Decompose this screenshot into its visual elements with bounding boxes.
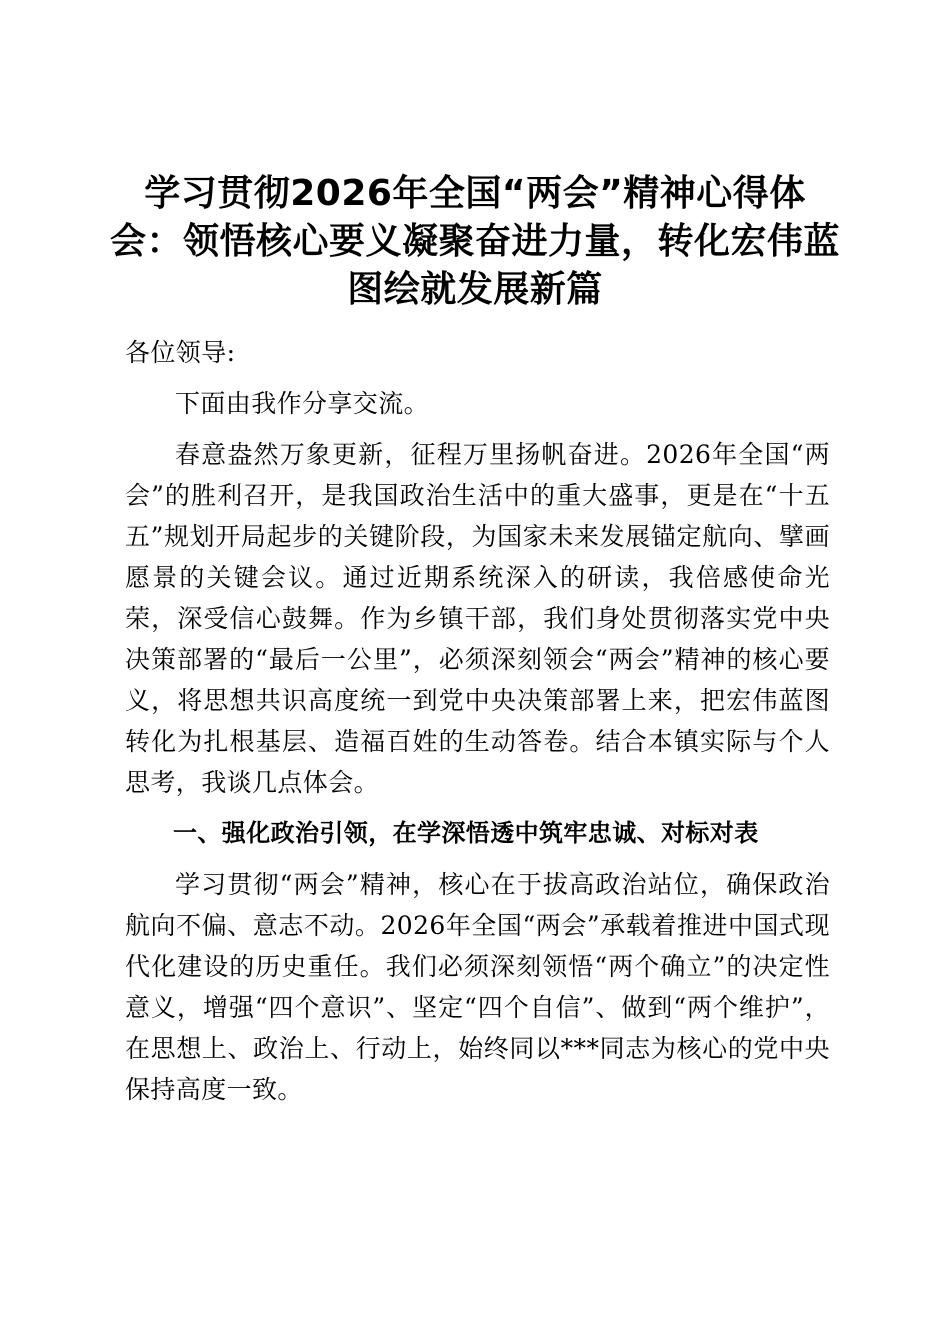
section-paragraph: 学习贯彻“两会”精神，核心在于拔高政治站位，确保政治航向不偏、意志不动。2026年全国“两会”承载着推进中国式现代化建设的历史重任。我们必须深刻领悟“两个确立”的决定性意义，增强“四个意识”、坚定“四个自信”、做到“两个维护”，在思想上、政治上、行动上，始终同以***同志为核心的党中央保持高度一致。 xyxy=(125,870,830,1104)
document-body xyxy=(125,332,830,1120)
section-heading: 一、强化政治引领，在学深悟透中筑牢忠诚、对标对表 xyxy=(173,819,759,847)
document-title: 学习贯彻2026年全国“两会”精神心得体会：领悟核心要义凝聚奋进力量，转化宏伟蓝图绘就发展新篇 xyxy=(110,173,841,310)
salutation: 各位领导: xyxy=(125,338,236,367)
paragraph-intro: 下面由我作分享交流。 xyxy=(175,389,430,418)
paragraph-main: 春意盎然万象更新，征程万里扬帆奋进。2026年全国“两会”的胜利召开，是我国政治生活中的重大盛事，更是在“十五五”规划开局起步的关键阶段，为国家未来发展锚定航向、擘画愿景的关键会议。通过近期系统深入的研读，我倍感使命光荣，深受信心鼓舞。作为乡镇干部，我们身处贯彻落实党中央决策部署的“最后一公里”，必须深刻领会“两会”精神的核心要义，将思想共识高度统一到党中央决策部署上来，把宏伟蓝图转化为扎根基层、造福百姓的生动答卷。结合本镇实际与个人思考，我谈几点体会。 xyxy=(125,440,830,797)
